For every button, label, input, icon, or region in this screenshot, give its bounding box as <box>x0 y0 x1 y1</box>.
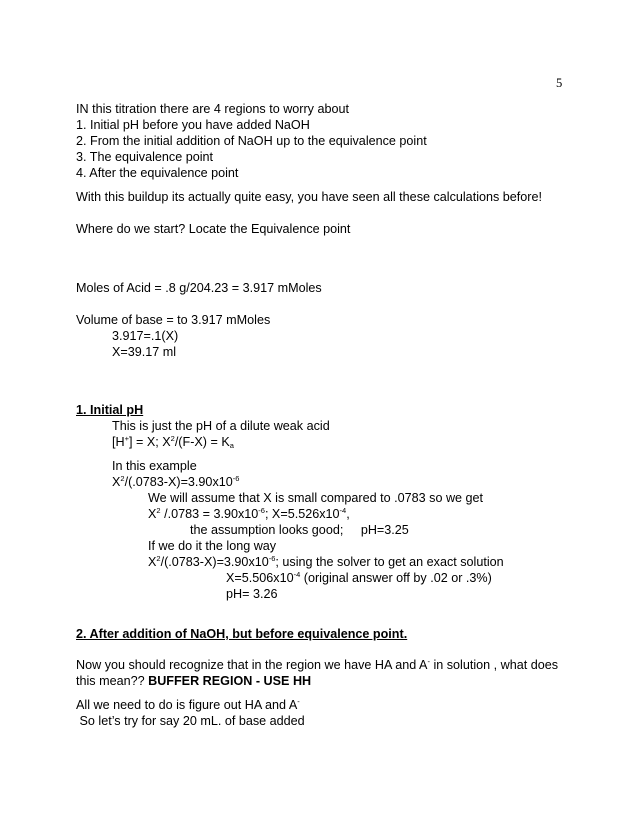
moles-acid-line: Moles of Acid = .8 g/204.23 = 3.917 mMoles <box>76 281 322 295</box>
exact-solution: $X=5.506x10^{-4}$ (original answer off by .02 or .3%) <box>226 570 492 585</box>
section-1-title: 1. Initial pH <box>76 403 144 417</box>
need-text: All we need to do is figure out HA and A- <box>76 697 300 712</box>
buffer-region-callout: BUFFER REGION - USE HH <box>148 674 312 688</box>
start-text: Where do we start? Locate the Equivalence point <box>76 222 351 236</box>
buffer-region-line: this mean?? BUFFER REGION - USE HH <box>76 674 312 688</box>
exact-ph: pH= 3.26 <box>226 587 278 601</box>
assumption-result: the assumption looks good; pH=3.25 <box>190 523 409 537</box>
example-equation: $X^2/(.0783-X)=3.90x10^{-6}$ <box>112 474 240 489</box>
section-2-title: 2. After addition of NaOH, but before equivalence point. <box>76 627 408 641</box>
region-item-1: 1. Initial pH before you have added NaOH <box>76 118 310 132</box>
intro-heading: IN this titration there are 4 regions to worry about <box>76 102 349 116</box>
ka-formula: [H+] = X; $X^2/(F-X) = K_a$ <box>112 434 234 450</box>
volume-base-line: Volume of base = to 3.917 mMoles <box>76 313 271 327</box>
equivalence-equation-2: X=39.17 ml <box>112 345 177 359</box>
buildup-text: With this buildup its actually quite easy, you have seen all these calculations before! <box>76 190 542 204</box>
page-number: 5 <box>556 76 563 90</box>
region-item-3: 3. The equivalence point <box>76 150 213 164</box>
assumption-text: We will assume that X is small compared to .0783 so we get <box>148 491 484 505</box>
example-label: In this example <box>112 459 197 473</box>
region-item-4: 4. After the equivalence point <box>76 166 239 180</box>
long-way-equation: $X^2/(.0783-X)=3.90x10^{-6}$; using the solver to get an exact solution <box>148 554 504 569</box>
region-item-2: 2. From the initial addition of NaOH up to the equivalence point <box>76 134 427 148</box>
try-text: So let’s try for say 20 mL. of base added <box>76 714 305 728</box>
long-way-text: If we do it the long way <box>148 539 277 553</box>
approx-equation: $X^2$ $/.0783 = 3.90x10^{-6}$; $X=5.526x10^{-4}$, <box>148 506 350 521</box>
recognize-text: Now you should recognize that in the region we have HA and A- in solution , what does <box>76 657 559 672</box>
equivalence-equation-1: 3.917=.1(X) <box>112 329 179 343</box>
section-1-description: This is just the pH of a dilute weak acid <box>112 419 330 433</box>
